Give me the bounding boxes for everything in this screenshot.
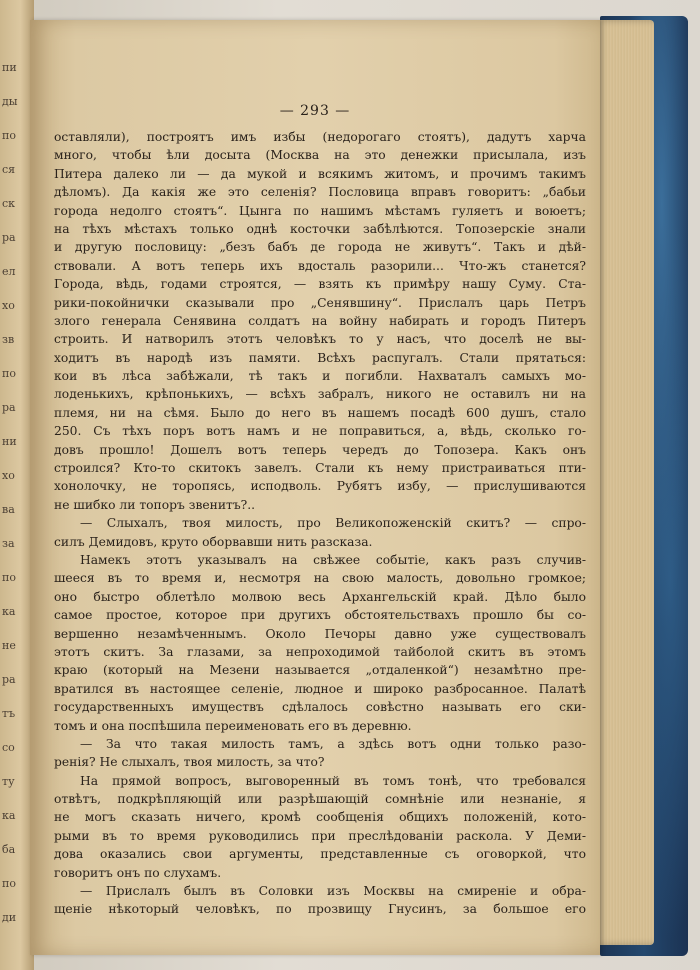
- left-page-text-fragment: со: [2, 741, 15, 754]
- left-page-text-fragment: ел: [2, 265, 16, 278]
- text-line: — Слыхалъ, твоя милость, про Великопоженскій скитъ? — спро-: [80, 516, 586, 531]
- left-page-text-fragment: хо: [2, 469, 15, 482]
- left-page-text-fragment: ни: [2, 435, 17, 448]
- text-line: племя, ни на сѣмя. Было до него въ нашемъ посадѣ 600 душъ, стало: [54, 405, 586, 420]
- text-line: На прямой вопросъ, выговоренный въ томъ тонѣ, что требовался: [80, 773, 586, 788]
- text-line: кои въ лѣса забѣжали, тѣ такъ и погибли. Нахваталъ самыхъ мо-: [54, 369, 586, 384]
- text-line: Намекъ этотъ указывалъ на свѣжее событіе, какъ разъ случив-: [80, 552, 586, 567]
- text-line: отвѣтъ, подкрѣпляющій или разрѣшающій сомнѣніе или незнаніе, я: [54, 792, 586, 807]
- page-number: — 293 —: [279, 103, 351, 119]
- text-line: дова оказались свои аргументы, представленные съ оговоркой, что: [54, 847, 586, 862]
- text-line: вратился въ настоящее селеніе, людное и широко разбросанное. Палатѣ: [54, 681, 586, 696]
- text-line: щеніе нѣкоторый человѣкъ, по прозвищу Гнусинъ, за большое его: [54, 902, 586, 917]
- text-line: этотъ скитъ. За глазами, за непроходимой тайболой скитъ въ этомъ: [54, 644, 586, 659]
- page-text: [54, 128, 586, 919]
- text-line: вершенно незамѣченнымъ. Около Печоры давно уже существовалъ: [54, 626, 586, 641]
- text-line: злого генерала Сенявина солдатъ на войну набирать и городъ Питеръ: [54, 313, 586, 328]
- text-line: рыми въ то время руководились при преслѣдованіи раскола. У Деми-: [54, 828, 586, 843]
- text-line: строить. И натворилъ этотъ человѣкъ то у насъ, что доселѣ не вы-: [54, 332, 586, 347]
- page-edges: [594, 20, 654, 945]
- left-page-text-fragment: не: [2, 639, 16, 652]
- left-page-text-fragment: ра: [2, 231, 16, 244]
- left-page-text-fragment: зв: [2, 333, 15, 346]
- text-line: государственныхъ имуществъ сдѣлалось совѣстно называть его ски-: [54, 700, 586, 715]
- text-line: строился? Кто-то скитокъ завелъ. Стали къ нему пристраиваться пти-: [54, 461, 586, 476]
- text-line: ствовали. А вотъ теперь ихъ вдосталь разорили... Что-жъ станется?: [54, 258, 586, 273]
- text-line: самое простое, которое при другихъ обстоятельствахъ прошло бы со-: [54, 608, 586, 623]
- book-page: [30, 20, 600, 955]
- text-line: и другую пословицу: „безъ бабъ де города не живутъ“. Такъ и дѣй-: [54, 240, 586, 255]
- left-page-text-fragment: ды: [2, 95, 18, 108]
- text-line: говоритъ онъ по слухамъ.: [54, 865, 222, 880]
- text-line: оставляли), построятъ имъ избы (недорогаго стоятъ), дадутъ харча: [54, 130, 586, 144]
- text-line: силъ Демидовъ, круто оборвавши нить разсказа.: [54, 534, 373, 549]
- left-page-fragment: [0, 0, 34, 970]
- left-page-text-fragment: ра: [2, 401, 16, 414]
- text-line: краю (который на Мезени называется „отдаленкой“) незамѣтно пре-: [54, 663, 586, 678]
- left-page-text-fragment: хо: [2, 299, 15, 312]
- text-line: ходитъ въ народѣ изъ памяти. Всѣхъ распугалъ. Стали прятаться:: [54, 350, 586, 365]
- text-line: хонолочку, не торопясь, исподволь. Рубятъ избу, — прислушиваются: [54, 479, 586, 494]
- left-page-text-fragment: ва: [2, 503, 15, 516]
- text-line: оно быстро облетѣло молвою весь Архангельскій край. Дѣло было: [54, 589, 586, 604]
- text-line: не могъ сказать ничего, кромѣ сообщенія общихъ положеній, кото-: [54, 810, 586, 825]
- left-page-text-fragment: тъ: [2, 707, 16, 720]
- left-page-text-fragment: ра: [2, 673, 16, 686]
- text-line: рики-покойнички сказывали про „Сенявшину“. Прислалъ царь Петръ: [54, 295, 586, 310]
- text-line: Города, вѣдь, годами строятся, — взять къ примѣру нашу Суму. Ста-: [54, 277, 586, 292]
- left-page-text-fragment: ди: [2, 911, 17, 924]
- text-line: города недолго стоятъ“. Цынга по нашимъ мѣстамъ гуляетъ и воюетъ;: [54, 203, 586, 218]
- left-page-text-fragment: ба: [2, 843, 16, 856]
- text-line: — Прислалъ былъ въ Соловки изъ Москвы на смиреніе и обра-: [80, 884, 586, 899]
- left-page-text-fragment: за: [2, 537, 15, 550]
- left-page-text-fragment: по: [2, 571, 16, 584]
- left-page-text-fragment: по: [2, 367, 16, 380]
- text-line: шееся въ то время и, несмотря на свою малость, довольно громкое;: [54, 571, 586, 586]
- left-page-text-fragment: по: [2, 877, 16, 890]
- left-page-text-fragment: ка: [2, 605, 16, 618]
- text-line: дѣломъ). Да какія же это селенія? Пословица вправъ говоритъ: „бабьи: [54, 185, 586, 200]
- text-line: на тѣхъ мѣстахъ только однѣ косточки забѣлѣются. Топозерскіе знали: [54, 221, 586, 236]
- left-page-text-fragment: ка: [2, 809, 16, 822]
- left-page-text-fragment: пи: [2, 61, 17, 74]
- left-page-text-fragment: ся: [2, 163, 16, 176]
- text-line: много, чтобы ѣли досыта (Москва на это денежки присылала, изъ: [54, 148, 586, 163]
- text-line: не шибко ли топоръ звенитъ?..: [54, 497, 256, 512]
- text-line: 250. Съ тѣхъ поръ вотъ намъ и не поправиться, а, вѣдь, сколько го-: [54, 424, 586, 439]
- text-line: Питера далеко ли — да мукой и всякимъ житомъ, и прочимъ такимъ: [54, 166, 586, 181]
- text-line: лоденькихъ, крѣпонькихъ, — всѣхъ забралъ, никого не оставилъ ни на: [54, 387, 586, 402]
- left-page-text-fragment: ту: [2, 775, 15, 788]
- text-line: томъ и она поспѣшила переименовать его въ деревню.: [54, 718, 412, 733]
- text-line: ренія? Не слыхалъ, твоя милость, за что?: [54, 755, 325, 770]
- text-line: — За что такая милость тамъ, а здѣсь вотъ одни только разо-: [80, 736, 586, 751]
- text-line: довъ прошло! Дошелъ вотъ теперь чередъ до Топозера. Какъ онъ: [54, 442, 586, 457]
- left-page-text-fragment: ск: [2, 197, 16, 210]
- left-page-text-fragment: по: [2, 129, 16, 142]
